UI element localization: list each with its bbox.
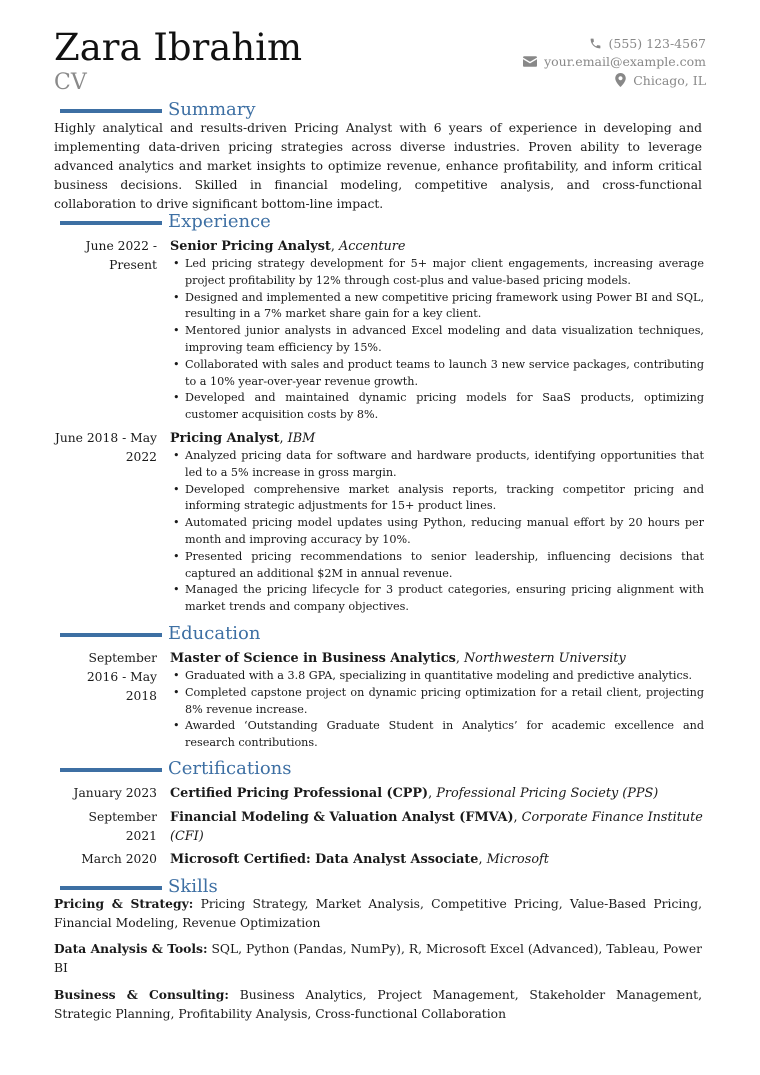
skills-title: Skills [168,875,218,897]
role-name: Senior Pricing Analyst [170,239,331,254]
entry-date: March 2020 [81,852,157,866]
bullet-item: • Mentored junior analysts in advanced Excel modeling and data visualization techniques, improving team efficiency by 15%. [170,323,704,357]
entry-body [170,237,704,424]
skill-group-label: Pricing & Strategy: [54,896,194,911]
contact-block [523,34,706,90]
entry-title: Senior Pricing Analyst, Accenture [170,239,406,254]
entry-title: Master of Science in Business Analytics, Northwestern University [170,651,626,666]
bullet-item: • Completed capstone project on dynamic pricing optimization for a retail client, projecting 8% revenue increase. [170,685,704,719]
phone-icon [589,37,602,50]
bullet-item: • Designed and implemented a new competitive pricing framework using Power BI and SQL, resulting in a 7% market share gain for a key client. [170,290,704,324]
location-text: Chicago, IL [633,72,706,88]
skill-group-items: Pricing Strategy, Market Analysis, Competitive Pricing, Value-Based Pricing, Financial Modeling, Revenue Optimization [54,897,702,930]
issuer: Professional Pricing Society (PPS) [436,786,659,801]
section-rule [60,768,162,772]
entry-body: Microsoft Certified: Data Analyst Associate, Microsoft [170,852,549,867]
organization: Accenture [338,239,406,254]
document-subtitle: CV [54,70,87,95]
bullet-item: • Led pricing strategy development for 5+ major client engagements, increasing average project profitability by 12% through cost-plus and value-based pricing models. [170,256,704,290]
section-rule [60,886,162,890]
entry-body: Financial Modeling & Valuation Analyst (FMVA), Corporate Finance Institute (CFI) [170,810,703,844]
entry-date: September 2016 - May 2018 [86,651,157,703]
contact-email [523,53,706,72]
skill-group-items: SQL, Python (Pandas, NumPy), R, Microsoft Excel (Advanced), Tableau, Power BI [54,942,702,975]
entry-date: January 2023 [73,786,157,800]
bullet-list [170,448,704,616]
skill-group-label: Business & Consulting: [54,987,229,1002]
summary-text: Highly analytical and results-driven Pricing Analyst with 6 years of experience in developing and implementing data-driven pricing strategies across diverse industries. Proven ability to leverage advanced analytics and market insights to optimize revenue, enhance profitability, and inform critical business decisions. Skilled in financial modeling, competitive analysis, and cross-functional collaboration to drive significant bottom-line impact. [54,121,702,211]
institution: Northwestern University [463,651,626,666]
issuer: Corporate Finance Institute (CFI) [170,810,703,844]
bullet-item: • Automated pricing model updates using Python, reducing manual effort by 20 hours per month and improving accuracy by 10%. [170,515,704,549]
map-pin-icon [615,73,626,87]
section-rule [60,109,162,113]
phone-text[interactable]: (555) 123-4567 [608,35,706,51]
person-name: Zara Ibrahim [54,26,303,69]
bullet-item: • Graduated with a 3.8 GPA, specializing in quantitative modeling and predictive analytics. [170,668,704,685]
bullet-list [170,256,704,424]
section-rule [60,633,162,637]
certification-name: Microsoft Certified: Data Analyst Associate [170,852,479,867]
bullet-item: • Collaborated with sales and product teams to launch 3 new service packages, contributing to a 10% year-over-year revenue growth. [170,357,704,391]
bullet-item: • Developed comprehensive market analysis reports, tracking competitor pricing and informing strategic adjustments for 15+ product lines. [170,482,704,516]
skill-group [54,985,702,1024]
email-link[interactable]: your.email@example.com [544,54,706,70]
entry-date: June 2018 - May 2022 [54,431,157,464]
skill-group [54,894,702,933]
section-rule [60,221,162,225]
bullet-item: • Presented pricing recommendations to senior leadership, influencing decisions that captured an additional $2M in annual revenue. [170,549,704,583]
issuer: Microsoft [486,852,549,867]
organization: IBM [287,431,316,446]
summary-title: Summary [168,98,256,120]
entry-date: September 2021 [88,810,157,843]
degree-name: Master of Science in Business Analytics [170,651,456,666]
skill-group-label: Data Analysis & Tools: [54,941,208,956]
bullet-item: • Analyzed pricing data for software and hardware products, identifying opportunities that led to a 5% increase in gross margin. [170,448,704,482]
certification-name: Financial Modeling & Valuation Analyst (FMVA) [170,810,514,825]
entry-body: Certified Pricing Professional (CPP), Professional Pricing Society (PPS) [170,786,659,801]
skill-group [54,939,702,978]
entry-title: Pricing Analyst, IBM [170,431,316,446]
contact-location [523,71,706,90]
entry-body [170,649,704,752]
experience-title: Experience [168,210,271,232]
education-heading [60,622,261,644]
entry-body [170,429,704,616]
experience-heading [60,210,271,232]
bullet-list [170,668,704,752]
envelope-icon [523,56,537,67]
entry-date: June 2022 - Present [85,239,157,272]
contact-phone [523,34,706,53]
certifications-title: Certifications [168,757,292,779]
certifications-heading [60,757,292,779]
summary-heading [60,98,256,120]
skill-group-items: Business Analytics, Project Management, Stakeholder Management, Strategic Planning, Profitability Analysis, Cross-functional Collaboration [54,988,702,1021]
role-name: Pricing Analyst [170,431,280,446]
education-title: Education [168,622,261,644]
certification-name: Certified Pricing Professional (CPP) [170,786,429,801]
bullet-item: • Awarded ‘Outstanding Graduate Student in Analytics’ for academic excellence and research contributions. [170,718,704,752]
bullet-item: • Developed and maintained dynamic pricing models for SaaS products, optimizing customer acquisition costs by 8%. [170,390,704,424]
bullet-item: • Managed the pricing lifecycle for 3 product categories, ensuring pricing alignment with market trends and company objectives. [170,582,704,616]
